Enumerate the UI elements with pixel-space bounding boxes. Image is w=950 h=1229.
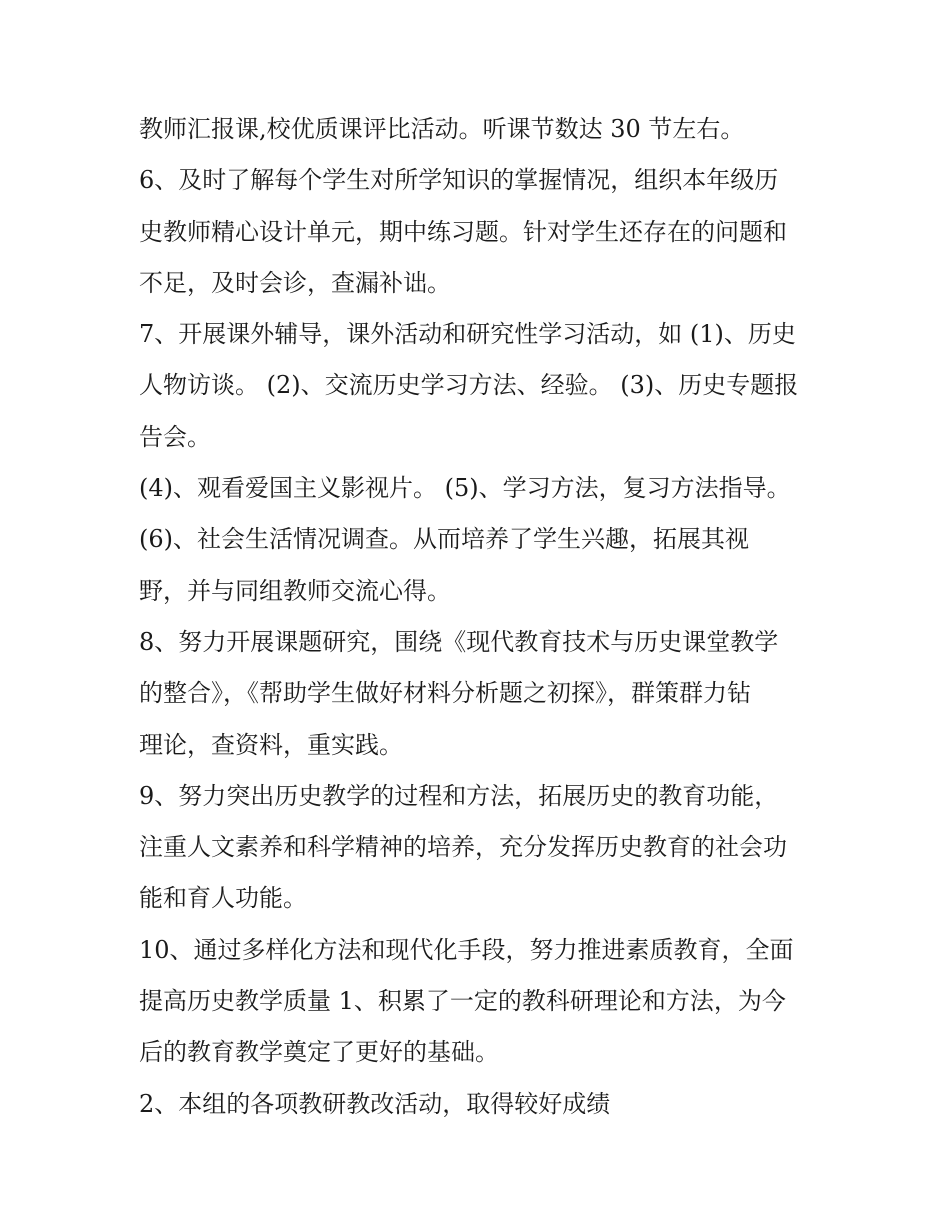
text-line-17: 10、通过多样化方法和现代化手段，努力推进素质教育，全面 [139, 935, 794, 964]
text-line-3: 史教师精心设计单元，期中练习题。针对学生还存在的问题和 [139, 217, 787, 246]
text-line-15: 注重人文素养和科学精神的培养，充分发挥历史教育的社会功 [139, 833, 787, 862]
text-line-1: 教师汇报课,校优质课评比活动。听课节数达 30 节左右。 [139, 115, 745, 143]
text-line-20: 2、本组的各项教研教改活动，取得较好成绩 [139, 1089, 611, 1118]
text-line-8: (4)、观看爱国主义影视片。 (5)、学习方法，复习方法指导。 [139, 474, 791, 503]
text-line-16: 能和育人功能。 [139, 884, 307, 913]
text-line-7: 告会。 [139, 422, 211, 451]
text-line-6: 人物访谈。 (2)、交流历史学习方法、经验。 (3)、历史专题报 [139, 371, 799, 400]
text-line-19: 后的教育教学奠定了更好的基础。 [139, 1038, 499, 1067]
text-line-13: 理论，查资料，重实践。 [139, 730, 403, 759]
text-line-5: 7、开展课外辅导，课外活动和研究性学习活动，如 (1)、历史 [139, 320, 796, 349]
text-line-9: (6)、社会生活情况调查。从而培养了学生兴趣，拓展其视 [139, 525, 749, 554]
text-line-4: 不足，及时会诊，查漏补诎。 [139, 268, 451, 297]
text-line-2: 6、及时了解每个学生对所学知识的掌握情况，组织本年级历 [139, 166, 779, 195]
text-line-11: 8、努力开展课题研究，围绕《现代教育技术与历史课堂教学 [139, 627, 779, 656]
text-line-12: 的整合》，《帮助学生做好材料分析题之初探》，群策群力钻 [139, 679, 751, 708]
text-line-10: 野，并与同组教师交流心得。 [139, 576, 451, 605]
text-line-14: 9、努力突出历史教学的过程和方法，拓展历史的教育功能， [139, 781, 779, 810]
text-line-18: 提高历史教学质量 1、积累了一定的教科研理论和方法，为今 [139, 987, 786, 1016]
document-body [139, 104, 829, 1130]
